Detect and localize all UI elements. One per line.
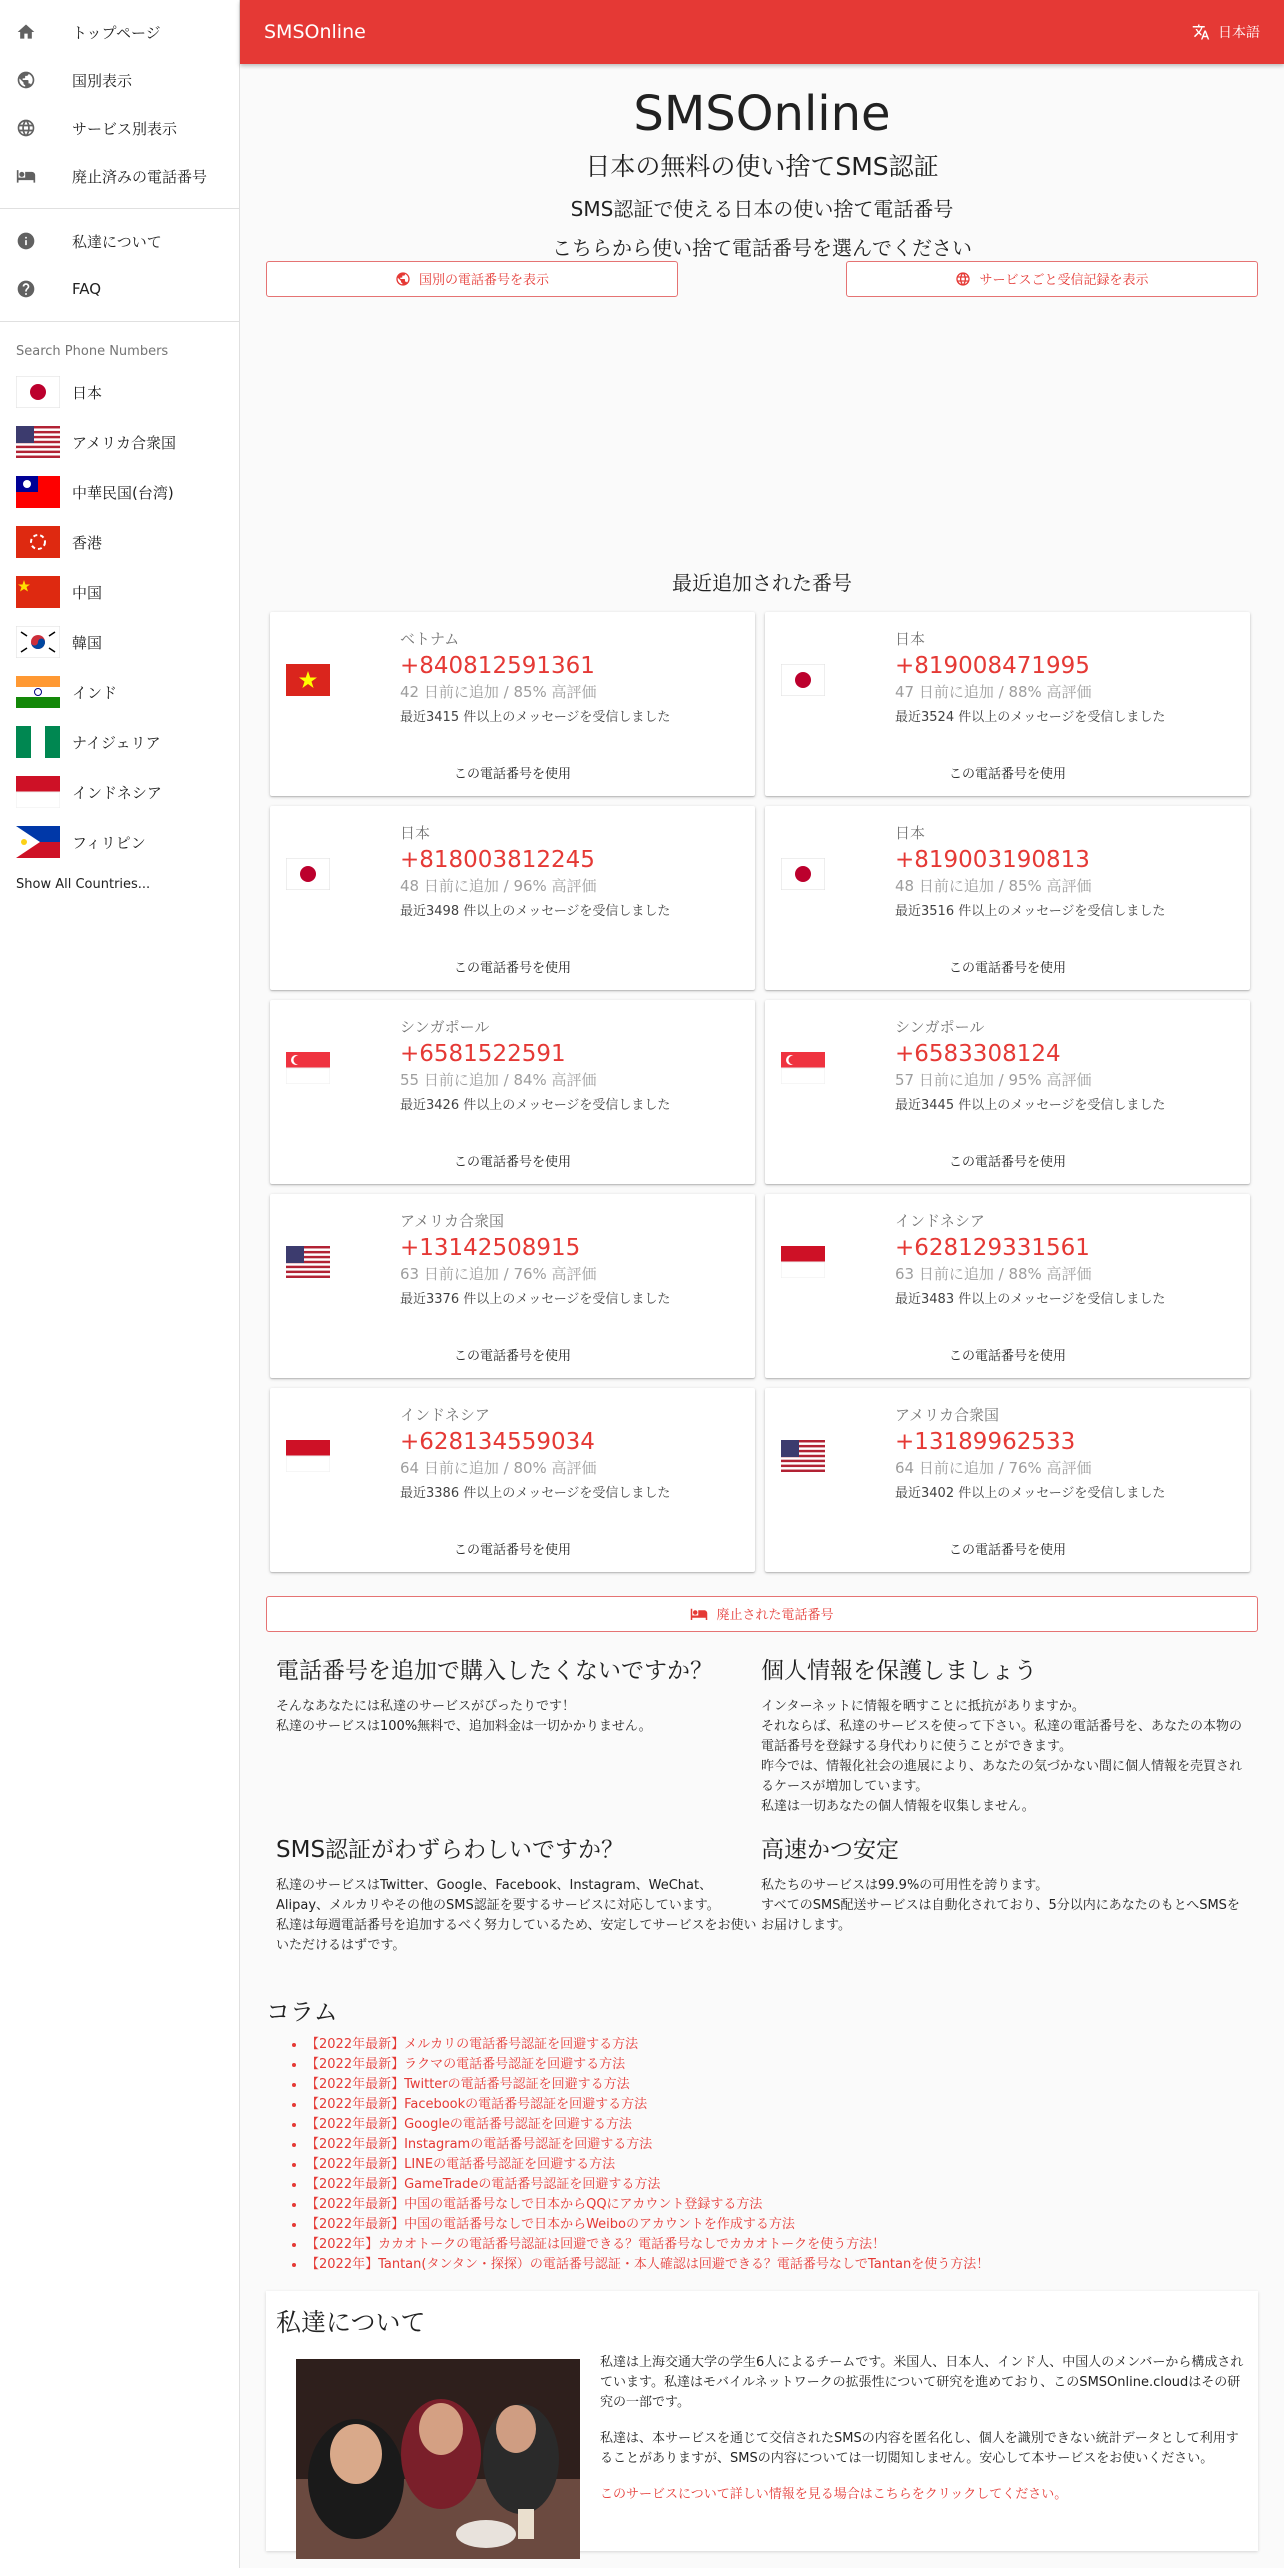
- use-number-button[interactable]: この電話番号を使用: [453, 766, 571, 782]
- card-info: [400, 1404, 670, 1501]
- flag-sg-icon: [781, 1052, 825, 1084]
- feature-block: [761, 1652, 1246, 1817]
- feature-title: 高速かつ安定: [761, 1836, 899, 1863]
- flag-sg-icon: [286, 1052, 330, 1084]
- nav-item-bed[interactable]: [0, 152, 239, 200]
- card-meta: 48 日前に追加 / 85% 高評価: [895, 876, 1092, 895]
- hero-buttons: [240, 261, 1284, 297]
- ad-space: [240, 297, 1284, 567]
- column-link[interactable]: • 【2022年】Tantan(タンタン・探探）の電話番号認証・本人確認は回避できる？電話番号なしでTantanを使う方法！: [306, 2255, 1284, 2275]
- card-meta: 42 日前に追加 / 85% 高評価: [400, 682, 597, 701]
- page-title: SMSOnline: [633, 86, 891, 142]
- card-phone-number[interactable]: +13189962533: [895, 1428, 1076, 1455]
- use-number-button[interactable]: この電話番号を使用: [453, 1348, 571, 1364]
- about-section: [266, 2291, 1258, 2551]
- flag-in-icon: [16, 676, 60, 708]
- page-subtitle: 日本の無料の使い捨てSMS認証: [585, 151, 939, 181]
- main-content: [240, 64, 1284, 2551]
- flag-ng-icon: [16, 726, 60, 758]
- features: [240, 1652, 1284, 1956]
- feature-text: 私達は毎週電話番号を追加するべく努力しているため、安定してサービスをお使いいただけるはずです。: [276, 1917, 757, 1953]
- show-by-service-button[interactable]: [846, 261, 1258, 297]
- nav-item-home[interactable]: [0, 8, 239, 56]
- column-links: [306, 2035, 1284, 2275]
- about-text: [600, 2353, 1246, 2505]
- feature-text: すべてのSMS配送サービスは自動化されており、5分以内にあなたのもとへSMSをお届けします。: [761, 1897, 1240, 1933]
- country-item-cn[interactable]: [0, 567, 239, 617]
- feature-title: SMS認証がわずらわしいですか？: [276, 1836, 625, 1863]
- bed-icon: [16, 166, 36, 186]
- card-country: 日本: [895, 823, 926, 842]
- country-label: 中国: [72, 583, 103, 602]
- column-link[interactable]: • 【2022年最新】ラクマの電話番号認証を回避する方法: [306, 2055, 1284, 2075]
- card-phone-number[interactable]: +819003190813: [895, 846, 1090, 873]
- card-country: 日本: [400, 823, 431, 842]
- card-country: 日本: [895, 629, 926, 648]
- hero: [240, 88, 1284, 261]
- card-phone-number[interactable]: +13142508915: [400, 1234, 581, 1261]
- feature-text: 私達のサービスはTwitter、Google、Facebook、Instagram、WeChat、Alipay、メルカリやその他のSMS認証を要するサービスに対応しています。: [276, 1877, 720, 1913]
- nav-list: [0, 0, 239, 200]
- number-card: [765, 1000, 1250, 1184]
- card-meta: 47 日前に追加 / 88% 高評価: [895, 682, 1092, 701]
- use-number-button[interactable]: この電話番号を使用: [948, 1154, 1066, 1170]
- column-link[interactable]: • 【2022年最新】Facebookの電話番号認証を回避する方法: [306, 2095, 1284, 2115]
- show-all-countries-link[interactable]: Show All Countries...: [16, 877, 151, 892]
- translate-icon: [1192, 23, 1210, 41]
- country-item-in[interactable]: [0, 667, 239, 717]
- card-country: ベトナム: [400, 629, 460, 648]
- globe-icon: [395, 271, 411, 287]
- retired-numbers-label: 廃止された電話番号: [716, 1608, 834, 1624]
- flag-tw-icon: [16, 476, 60, 508]
- use-number-button[interactable]: この電話番号を使用: [948, 766, 1066, 782]
- card-country: インドネシア: [895, 1211, 985, 1230]
- card-meta: 64 日前に追加 / 76% 高評価: [895, 1458, 1092, 1477]
- nav-item-label: トップページ: [72, 23, 161, 42]
- home-icon: [16, 22, 36, 42]
- feature-block: [276, 1652, 761, 1817]
- country-item-jp[interactable]: [0, 367, 239, 417]
- feature-text: それならば、私達のサービスを使って下さい。私達の電話番号を、あなたの本物の電話番号を登録する身代わりに使うことができます。: [761, 1718, 1243, 1754]
- card-country: アメリカ合衆国: [895, 1405, 999, 1424]
- flag-vn-icon: [286, 664, 330, 696]
- use-number-button[interactable]: この電話番号を使用: [948, 1348, 1066, 1364]
- card-country: インドネシア: [400, 1405, 490, 1424]
- card-country: シンガポール: [400, 1017, 490, 1036]
- card-info: [400, 628, 670, 725]
- country-list: [0, 367, 239, 867]
- flag-jp-icon: [781, 664, 825, 696]
- country-label: フィリピン: [72, 833, 146, 852]
- column-link[interactable]: • 【2022年最新】中国の電話番号なしで日本からQQにアカウント登録する方法: [306, 2195, 1284, 2215]
- card-phone-number[interactable]: +628129331561: [895, 1234, 1090, 1261]
- feature-text: 私たちのサービスは99.9%の可用性を誇ります。: [761, 1877, 1049, 1893]
- nav-item-label: サービス別表示: [72, 119, 178, 138]
- flag-id-icon: [781, 1246, 825, 1278]
- search-phone-numbers-label: Search Phone Numbers: [16, 344, 169, 359]
- flag-us-icon: [286, 1246, 330, 1278]
- country-label: アメリカ合衆国: [72, 433, 176, 452]
- nav-item-label: 廃止済みの電話番号: [72, 167, 208, 186]
- use-number-button[interactable]: この電話番号を使用: [948, 1542, 1066, 1558]
- number-card: [765, 806, 1250, 990]
- card-info: [895, 1404, 1165, 1501]
- country-item-kr[interactable]: [0, 617, 239, 667]
- column-link[interactable]: • 【2022年最新】GameTradeの電話番号認証を回避する方法: [306, 2175, 1284, 2195]
- country-label: インド: [72, 683, 118, 702]
- card-received: 最近3483 件以上のメッセージを受信しました: [895, 1291, 1166, 1307]
- show-by-country-label: 国別の電話番号を表示: [418, 273, 549, 289]
- card-phone-number[interactable]: +628134559034: [400, 1428, 595, 1455]
- column-link[interactable]: • 【2022年最新】Twitterの電話番号認証を回避する方法: [306, 2075, 1284, 2095]
- card-received: 最近3402 件以上のメッセージを受信しました: [895, 1485, 1166, 1501]
- country-item-hk[interactable]: [0, 517, 239, 567]
- recent-numbers-title: 最近追加された番号: [672, 570, 852, 595]
- divider: [0, 321, 239, 322]
- feature-block: [276, 1831, 761, 1956]
- country-label: ナイジェリア: [72, 733, 161, 752]
- use-number-button[interactable]: この電話番号を使用: [453, 1154, 571, 1170]
- column-link[interactable]: • 【2022年最新】メルカリの電話番号認証を回避する方法: [306, 2035, 1284, 2055]
- column-link[interactable]: • 【2022年】カカオトークの電話番号認証は回避できる？電話番号なしでカカオトークを使う方法！: [306, 2235, 1284, 2255]
- card-received: 最近3498 件以上のメッセージを受信しました: [400, 903, 671, 919]
- language-label: 日本語: [1218, 25, 1260, 41]
- number-card: [270, 806, 755, 990]
- column-link[interactable]: • 【2022年最新】中国の電話番号なしで日本からWeiboのアカウントを作成する方法: [306, 2215, 1284, 2235]
- card-meta: 57 日前に追加 / 95% 高評価: [895, 1070, 1092, 1089]
- card-info: [400, 1210, 670, 1307]
- column-title: コラム: [266, 1997, 338, 2026]
- card-meta: 63 日前に追加 / 88% 高評価: [895, 1264, 1092, 1283]
- feature-title: 個人情報を保護しましょう: [761, 1657, 1037, 1684]
- info-icon: [16, 231, 36, 251]
- flag-cn-icon: [16, 576, 60, 608]
- country-item-tw[interactable]: [0, 467, 239, 517]
- nav-item-label: FAQ: [72, 280, 102, 298]
- language-selector[interactable]: [1192, 22, 1260, 42]
- number-card: [765, 1388, 1250, 1572]
- feature-text: 私達は一切あなたの個人情報を収集しません。: [761, 1798, 1035, 1814]
- number-card: [270, 1388, 755, 1572]
- card-meta: 63 日前に追加 / 76% 高評価: [400, 1264, 597, 1283]
- flag-us-icon: [16, 426, 60, 458]
- card-meta: 64 日前に追加 / 80% 高評価: [400, 1458, 597, 1477]
- number-card: [270, 1194, 755, 1378]
- brand-title[interactable]: SMSOnline: [264, 21, 366, 43]
- about-paragraph-2: 私達は、本サービスを通じて交信されたSMSの内容を匿名化し、個人を識別できない統計データとして利用することがありますが、SMSの内容については一切閲知しません。安心して本サービスをお使いください。: [600, 2430, 1239, 2466]
- flag-hk-icon: [16, 526, 60, 558]
- card-country: シンガポール: [895, 1017, 985, 1036]
- help-icon: [16, 279, 36, 299]
- globe-icon: [16, 70, 36, 90]
- web-icon: [16, 118, 36, 138]
- card-received: 最近3426 件以上のメッセージを受信しました: [400, 1097, 671, 1113]
- card-phone-number[interactable]: +6581522591: [400, 1040, 566, 1067]
- flag-id-icon: [286, 1440, 330, 1472]
- app-bar: [240, 0, 1284, 64]
- flag-jp-icon: [16, 376, 60, 408]
- card-received: 最近3524 件以上のメッセージを受信しました: [895, 709, 1166, 725]
- feature-text: 昨今では、情報化社会の進展により、あなたの気づかない間に個人情報を売買されるケースが増加しています。: [761, 1758, 1243, 1794]
- divider: [0, 208, 239, 209]
- country-item-id[interactable]: [0, 767, 239, 817]
- about-title: 私達について: [276, 2307, 426, 2337]
- number-card: [765, 612, 1250, 796]
- card-meta: 48 日前に追加 / 96% 高評価: [400, 876, 597, 895]
- country-label: 香港: [72, 533, 103, 552]
- column-link[interactable]: • 【2022年最新】Instagramの電話番号認証を回避する方法: [306, 2135, 1284, 2155]
- country-label: 韓国: [72, 633, 103, 652]
- retired-numbers-button[interactable]: [266, 1596, 1258, 1632]
- flag-us-icon: [781, 1440, 825, 1472]
- web-icon: [955, 271, 971, 287]
- card-phone-number[interactable]: +819008471995: [895, 652, 1090, 679]
- country-item-ph[interactable]: [0, 817, 239, 867]
- nav-item-label: 国別表示: [72, 71, 133, 90]
- number-card: [765, 1194, 1250, 1378]
- card-received: 最近3386 件以上のメッセージを受信しました: [400, 1485, 671, 1501]
- card-received: 最近3445 件以上のメッセージを受信しました: [895, 1097, 1166, 1113]
- page-prompt: こちらから使い捨て電話番号を選んでください: [552, 235, 972, 260]
- flag-jp-icon: [781, 858, 825, 890]
- sidebar: [0, 0, 240, 2568]
- card-info: [400, 822, 670, 919]
- feature-block: [761, 1831, 1246, 1956]
- nav-list-secondary: [0, 217, 239, 313]
- country-label: インドネシア: [72, 783, 162, 802]
- flag-jp-icon: [286, 858, 330, 890]
- feature-text: インターネットに情報を晒すことに抵抗がありますか。: [761, 1698, 1085, 1714]
- card-info: [895, 628, 1165, 725]
- team-photo: [296, 2359, 580, 2559]
- country-label: 中華民国(台湾): [72, 483, 174, 502]
- feature-text: 私達のサービスは100%無料で、追加料金は一切かかりません。: [276, 1718, 652, 1734]
- country-item-us[interactable]: [0, 417, 239, 467]
- number-card-grid: [240, 612, 1284, 1572]
- country-item-ng[interactable]: [0, 717, 239, 767]
- flag-ph-icon: [16, 826, 60, 858]
- card-info: [895, 822, 1165, 919]
- use-number-button[interactable]: この電話番号を使用: [453, 960, 571, 976]
- feature-title: 電話番号を追加で購入したくないですか？: [276, 1657, 713, 1684]
- column-link[interactable]: • 【2022年最新】LINEの電話番号認証を回避する方法: [306, 2155, 1284, 2175]
- nav-item-info[interactable]: [0, 217, 239, 265]
- about-more-link[interactable]: このサービスについて詳しい情報を見る場合はこちらをクリックしてください。: [600, 2486, 1068, 2502]
- nav-item-web[interactable]: [0, 104, 239, 152]
- number-card: [270, 612, 755, 796]
- card-received: 最近3415 件以上のメッセージを受信しました: [400, 709, 671, 725]
- card-meta: 55 日前に追加 / 84% 高評価: [400, 1070, 597, 1089]
- about-paragraph-1: 私達は上海交通大学の学生6人によるチームです。米国人、日本人、インド人、中国人のメンバーから構成されています。私達はモバイルネットワークの拡張性について研究を進めており、このSMSOnline.cloudはその研究の一部です。: [600, 2354, 1244, 2410]
- column-link[interactable]: • 【2022年最新】Googleの電話番号認証を回避する方法: [306, 2115, 1284, 2135]
- card-received: 最近3516 件以上のメッセージを受信しました: [895, 903, 1166, 919]
- use-number-button[interactable]: この電話番号を使用: [453, 1542, 571, 1558]
- show-by-service-label: サービスごと受信記録を表示: [979, 273, 1149, 289]
- country-label: 日本: [72, 383, 103, 402]
- card-received: 最近3376 件以上のメッセージを受信しました: [400, 1291, 671, 1307]
- page-tagline: SMS認証で使える日本の使い捨て電話番号: [570, 196, 954, 221]
- nav-item-label: 私達について: [72, 232, 162, 251]
- card-phone-number[interactable]: +818003812245: [400, 846, 595, 873]
- card-info: [400, 1016, 670, 1113]
- card-country: アメリカ合衆国: [400, 1211, 504, 1230]
- card-info: [895, 1210, 1165, 1307]
- nav-item-globe[interactable]: [0, 56, 239, 104]
- show-by-country-button[interactable]: [266, 261, 678, 297]
- bed-icon: [690, 1605, 708, 1623]
- number-card: [270, 1000, 755, 1184]
- feature-text: そんなあなたには私達のサービスがぴったりです！: [276, 1698, 576, 1714]
- use-number-button[interactable]: この電話番号を使用: [948, 960, 1066, 976]
- flag-kr-icon: [16, 626, 60, 658]
- card-phone-number[interactable]: +840812591361: [400, 652, 595, 679]
- nav-item-help[interactable]: [0, 265, 239, 313]
- card-phone-number[interactable]: +6583308124: [895, 1040, 1061, 1067]
- flag-id-icon: [16, 776, 60, 808]
- card-info: [895, 1016, 1165, 1113]
